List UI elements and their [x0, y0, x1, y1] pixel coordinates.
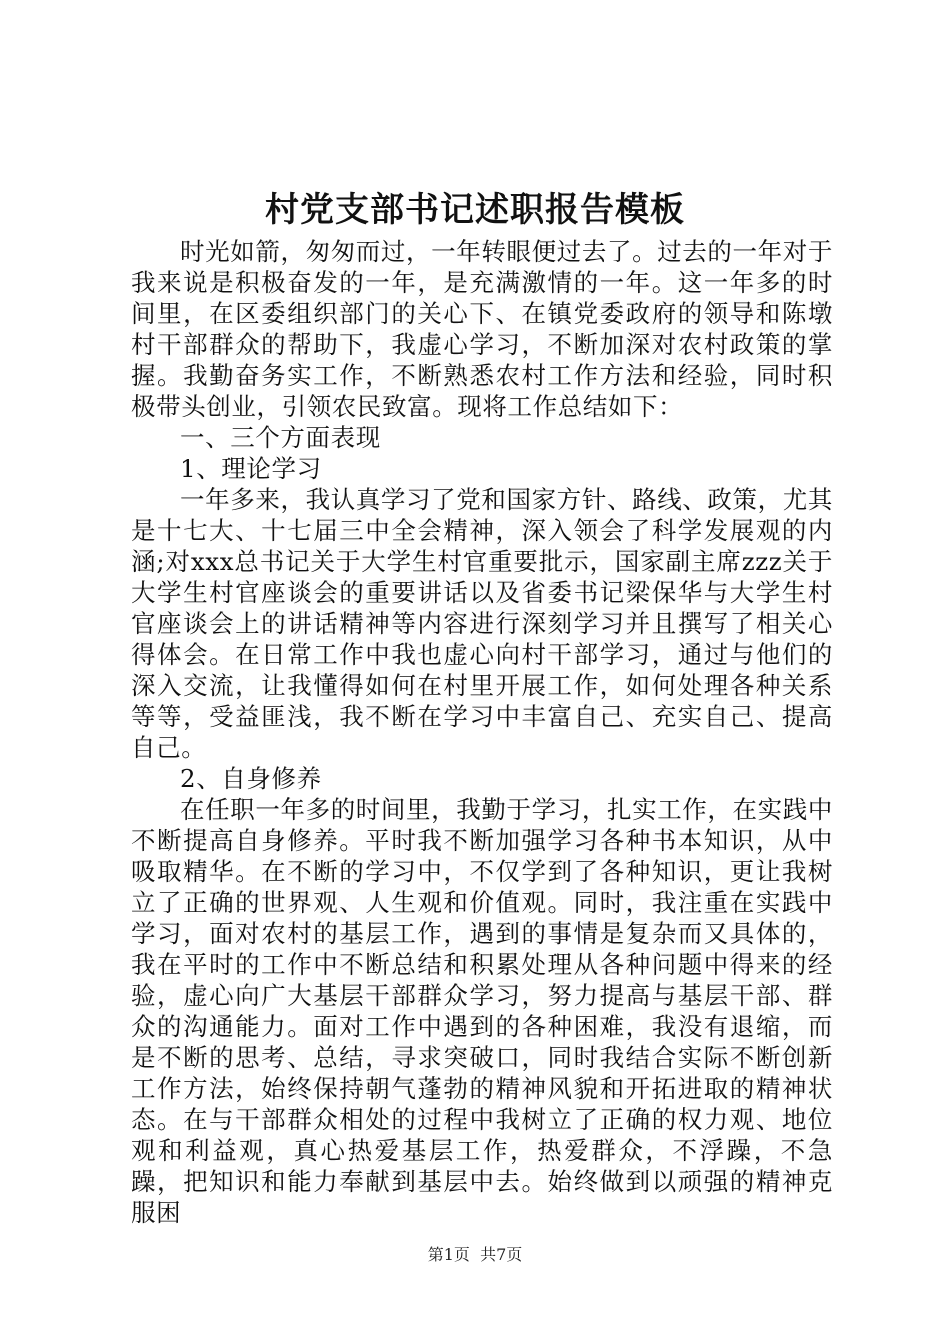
page-number: 第1页: [427, 1245, 470, 1264]
body-paragraph: 在任职一年多的时间里，我勤于学习，扎实工作，在实践中不断提高自身修养。平时我不断加强学习各种书本知识，从中吸取精华。在不断的学习中，不仅学到了各种知识，更让我树立了正确的世界观、人生观和价值观。同时，我注重在实践中学习，面对农村的基层工作，遇到的事情是复杂而又具体的，我在平时的工作中不断总结和积累处理从各种问题中得来的经验，虚心向广大基层干部群众学习，努力提高与基层干部、群众的沟通能力。面对工作中遇到的各种困难，我没有退缩，而是不断的思考、总结，寻求突破口，同时我结合实际不断创新工作方法，始终保持朝气蓬勃的精神风貌和开拓进取的精神状态。在与干部群众相处的过程中我树立了正确的权力观、地位观和利益观，真心热爱基层工作，热爱群众，不浮躁，不急躁，把知识和能力奉献到基层中去。始终做到以顽强的精神克服困: [131, 795, 833, 1227]
page-footer: [0, 1243, 950, 1267]
subsection-heading: 1、理论学习: [180, 454, 322, 483]
document-body: [131, 236, 833, 1228]
document-title: 村党支部书记述职报告模板: [265, 190, 685, 230]
intro-paragraph: 时光如箭，匆匆而过，一年转眼便过去了。过去的一年对于我来说是积极奋发的一年，是充满激情的一年。这一年多的时间里，在区委组织部门的关心下、在镇党委政府的领导和陈墩村干部群众的帮助下，我虚心学习，不断加深对农村政策的掌握。我勤奋务实工作，不断熟悉农村工作方法和经验，同时积极带头创业，引领农民致富。现将工作总结如下：: [131, 237, 833, 421]
body-paragraph: 一年多来，我认真学习了党和国家方针、路线、政策，尤其是十七大、十七届三中全会精神，深入领会了科学发展观的内涵;对xxx总书记关于大学生村官重要批示，国家副主席zzz关于大学生村官座谈会的重要讲话以及省委书记梁保华与大学生村官座谈会上的讲话精神等内容进行深刻学习并且撰写了相关心得体会。在日常工作中我也虚心向村干部学习，通过与他们的深入交流，让我懂得如何在村里开展工作，如何处理各种关系等等，受益匪浅，我不断在学习中丰富自己、充实自己、提高自己。: [131, 485, 833, 762]
subsection-heading: 2、自身修养: [180, 764, 322, 793]
section-heading: 一、三个方面表现: [180, 423, 381, 452]
page-total: 共7页: [480, 1245, 523, 1264]
